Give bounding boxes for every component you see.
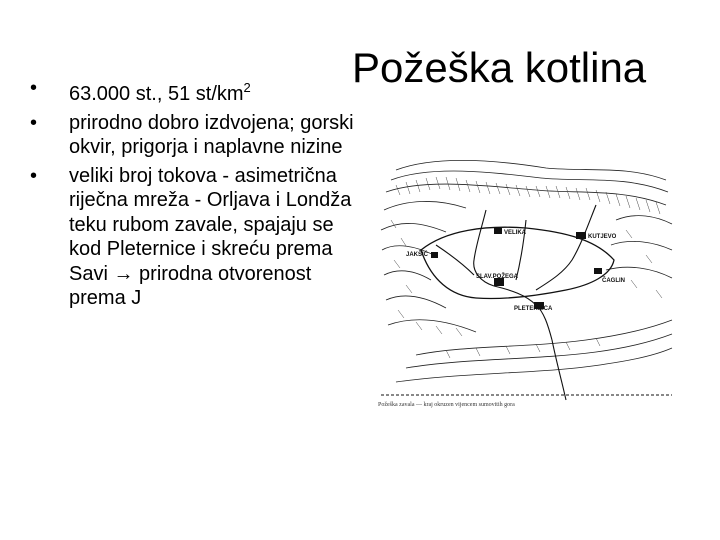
- arrow-icon: →: [113, 262, 134, 285]
- map-label-kutjevo: KUTJEVO: [588, 234, 617, 240]
- map-label-caglin: ČAGLIN: [602, 278, 625, 284]
- map-label-pleternica: PLETERNICA: [514, 306, 553, 312]
- map-label-velika: VELIKA: [504, 230, 527, 236]
- population-text: 63.000 st., 51 st/km: [69, 83, 244, 105]
- bullet-item-population: [30, 76, 360, 107]
- bullet-item-river-network: [30, 164, 360, 311]
- mountain-hatching: [381, 160, 672, 382]
- bullet-text-openness: prirodna otvorenost prema J: [69, 262, 312, 309]
- bullet-point: •: [30, 164, 38, 187]
- pozega-basin-map: [376, 150, 676, 414]
- map-label-slav-pozega: SLAV.POŽEGA: [476, 274, 519, 280]
- bullet-point: •: [30, 77, 38, 99]
- map-caption: Požeška zavala — kraj okruzen vijencem sumovitih gora: [378, 402, 515, 408]
- superscript-two: 2: [243, 80, 251, 95]
- bullet-item-natural-region: [30, 111, 360, 160]
- bullet-text-population: [69, 80, 251, 105]
- map-label-jaksic: JAKŠIĆ: [406, 252, 429, 258]
- bullet-point: •: [30, 111, 38, 134]
- slide-title: Požeška kotlina: [352, 44, 647, 91]
- bullet-text-natural-region: prirodno dobro izdvojena; gorski okvir, prigorja i naplavne nizine: [69, 111, 354, 158]
- bullet-text-river-network: veliki broj tokova - asimetrična riječna mreža - Orljava i Londža teku rubom zavale, spajaju se kod Pleternice i skreću prema Savi: [69, 164, 352, 285]
- bullet-list: [30, 76, 360, 315]
